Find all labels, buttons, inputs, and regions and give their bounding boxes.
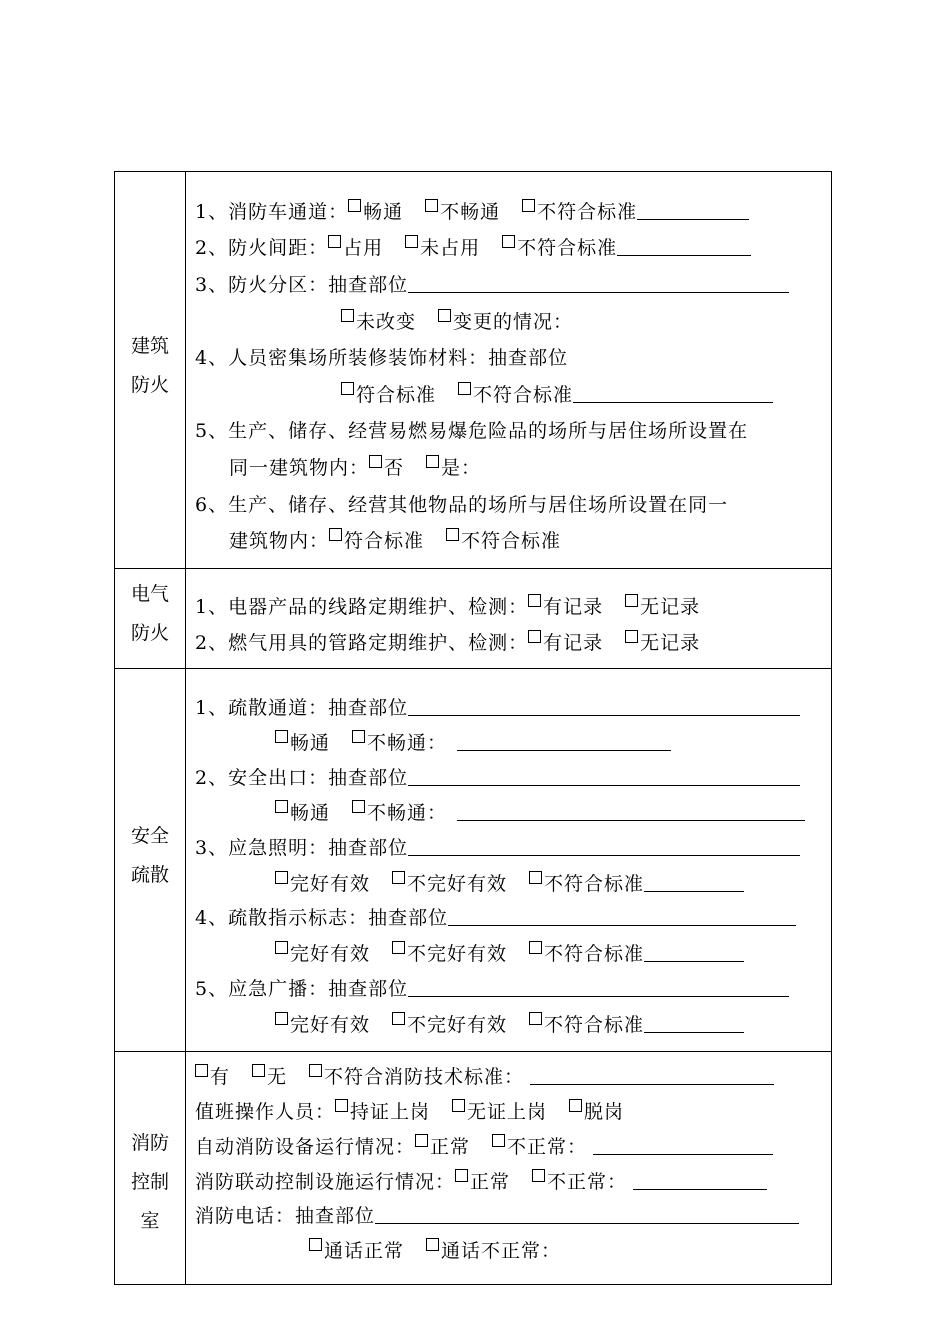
checkbox[interactable] (425, 199, 438, 212)
fill-blank[interactable] (457, 730, 671, 751)
fill-blank[interactable] (408, 835, 800, 856)
evac-passage-options: 畅通 不畅通： (275, 730, 821, 756)
checkbox[interactable] (275, 730, 288, 743)
fill-blank[interactable] (408, 695, 800, 716)
fill-blank[interactable] (573, 382, 773, 403)
evac-sign-row: 4、疏散指示标志：抽查部位 (195, 905, 821, 931)
evac-broadcast-row: 5、应急广播：抽查部位 (195, 976, 821, 1002)
section-heading-building: 建筑 防火 (130, 335, 169, 396)
building-decoration-options: 符合标准 不符合标准 (341, 382, 821, 408)
building-decoration-row: 4、人员密集场所装修装饰材料：抽查部位 (195, 347, 569, 369)
checkbox[interactable] (625, 594, 638, 607)
checkbox[interactable] (458, 382, 471, 395)
electric-gas-row: 2、燃气用具的管路定期维护、检测： 有记录 无记录 (195, 632, 701, 654)
checkbox[interactable] (522, 199, 535, 212)
evac-sign-options: 完好有效 不完好有效 不符合标准 (275, 941, 821, 967)
row-divider (115, 1051, 831, 1052)
checkbox[interactable] (529, 871, 542, 884)
building-compartment-row: 3、防火分区：抽查部位 (195, 272, 821, 298)
checkbox[interactable] (446, 528, 459, 541)
section-heading-electric: 电气 防火 (130, 583, 169, 644)
row-divider (115, 668, 831, 669)
control-room-linkage-row: 消防联动控制设施运行情况： 正常 不正常： (195, 1169, 821, 1195)
checkbox[interactable] (452, 1099, 465, 1112)
building-other-goods-row: 6、生产、储存、经营其他物品的场所与居住场所设置在同一 (195, 494, 729, 516)
control-room-auto-equip-row: 自动消防设备运行情况： 正常 不正常： (195, 1134, 821, 1160)
fill-blank[interactable] (644, 871, 744, 892)
checkbox[interactable] (529, 1012, 542, 1025)
row-divider (115, 568, 831, 569)
checkbox[interactable] (348, 199, 361, 212)
checkbox[interactable] (529, 941, 542, 954)
building-hazard-options: 同一建筑物内： 否 是： (229, 457, 482, 479)
checkbox[interactable] (335, 1099, 348, 1112)
checkbox[interactable] (502, 235, 515, 248)
checkbox[interactable] (195, 1064, 208, 1077)
control-room-phone-row: 消防电话：抽查部位 (195, 1203, 821, 1229)
checkbox[interactable] (309, 1064, 322, 1077)
evac-exit-options: 畅通 不畅通： (275, 800, 821, 826)
evac-lighting-row: 3、应急照明：抽查部位 (195, 835, 821, 861)
control-room-exist-row: 有 无 不符合消防技术标准： (195, 1064, 821, 1090)
checkbox[interactable] (252, 1064, 265, 1077)
control-room-staff-row: 值班操作人员： 持证上岗 无证上岗 脱岗 (195, 1101, 625, 1123)
checkbox[interactable] (275, 800, 288, 813)
fill-blank[interactable] (644, 941, 744, 962)
checkbox[interactable] (341, 382, 354, 395)
building-hazard-row: 5、生产、储存、经营易燃易爆危险品的场所与居住场所设置在 (195, 420, 749, 442)
inspection-table (114, 171, 832, 1285)
checkbox[interactable] (309, 1238, 322, 1251)
fill-blank[interactable] (633, 1169, 767, 1190)
control-room-phone-options: 通话正常 通话不正常： (309, 1238, 821, 1264)
checkbox[interactable] (392, 1012, 405, 1025)
checkbox[interactable] (275, 871, 288, 884)
fill-blank[interactable] (593, 1134, 773, 1155)
section-heading-control-room: 消防 控制 室 (130, 1132, 169, 1232)
evac-passage-row: 1、疏散通道：抽查部位 (195, 695, 821, 721)
fill-blank[interactable] (617, 235, 751, 256)
checkbox[interactable] (426, 455, 439, 468)
fill-blank[interactable] (637, 199, 749, 220)
checkbox[interactable] (352, 800, 365, 813)
fill-blank[interactable] (408, 976, 789, 997)
checkbox[interactable] (532, 1169, 545, 1182)
column-divider (185, 172, 186, 1284)
fill-blank[interactable] (644, 1012, 744, 1033)
section-heading-evacuation: 安全 疏散 (130, 825, 169, 886)
checkbox[interactable] (528, 630, 541, 643)
fill-blank[interactable] (530, 1064, 774, 1085)
checkbox[interactable] (328, 235, 341, 248)
checkbox[interactable] (438, 309, 451, 322)
electric-wiring-row: 1、电器产品的线路定期维护、检测： 有记录 无记录 (195, 596, 701, 618)
building-other-goods-options: 建筑物内： 符合标准 不符合标准 (229, 530, 562, 552)
fill-blank[interactable] (408, 765, 800, 786)
checkbox[interactable] (275, 941, 288, 954)
checkbox[interactable] (625, 630, 638, 643)
building-spacing-row: 2、防火间距： 占用 未占用 不符合标准 (195, 235, 821, 261)
checkbox[interactable] (392, 941, 405, 954)
building-fire-lane-row: 1、消防车通道： 畅通 不畅通 不符合标准 (195, 199, 821, 225)
fill-blank[interactable] (457, 800, 805, 821)
checkbox[interactable] (455, 1169, 468, 1182)
building-compartment-options: 未改变 变更的情况： (341, 309, 821, 335)
fill-blank[interactable] (408, 272, 789, 293)
checkbox[interactable] (369, 455, 382, 468)
checkbox[interactable] (341, 309, 354, 322)
checkbox[interactable] (352, 730, 365, 743)
checkbox[interactable] (405, 235, 418, 248)
fill-blank[interactable] (448, 905, 796, 926)
fill-blank[interactable] (375, 1203, 799, 1224)
checkbox[interactable] (415, 1134, 428, 1147)
checkbox[interactable] (329, 528, 342, 541)
checkbox[interactable] (569, 1099, 582, 1112)
evac-lighting-options: 完好有效 不完好有效 不符合标准 (275, 871, 821, 897)
evac-broadcast-options: 完好有效 不完好有效 不符合标准 (275, 1012, 821, 1038)
checkbox[interactable] (392, 871, 405, 884)
checkbox[interactable] (426, 1238, 439, 1251)
checkbox[interactable] (528, 594, 541, 607)
evac-exit-row: 2、安全出口：抽查部位 (195, 765, 821, 791)
checkbox[interactable] (275, 1012, 288, 1025)
checkbox[interactable] (492, 1134, 505, 1147)
